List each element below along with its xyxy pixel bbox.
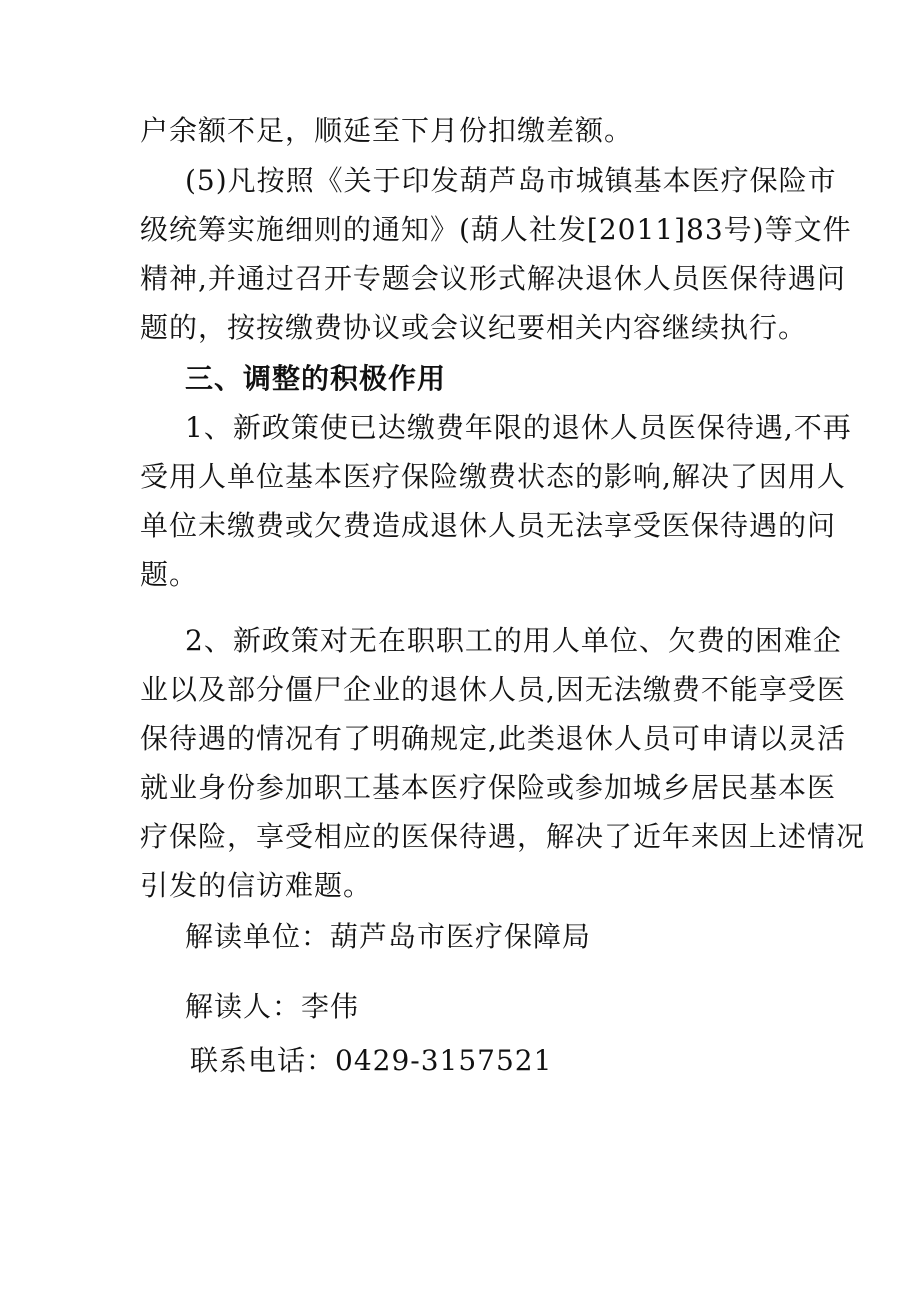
paragraph-line: 疗保险，享受相应的医保待遇，解决了近年来因上述情况	[140, 820, 866, 853]
paragraph-line: 题。	[140, 558, 199, 591]
paragraph-line: 引发的信访难题。	[140, 869, 373, 902]
paragraph-line: (5)凡按照《关于印发葫芦岛市城镇基本医疗保险市	[185, 164, 837, 197]
paragraph-line: 单位未缴费或欠费造成退休人员无法享受医保待遇的问	[140, 509, 837, 542]
paragraph-line: 就业身份参加职工基本医疗保险或参加城乡居民基本医	[140, 771, 837, 804]
paragraph-line: 精神,并通过召开专题会议形式解决退休人员医保待遇问	[140, 262, 846, 295]
paragraph-line: 级统筹实施细则的通知》(葫人社发[2011]83号)等文件	[140, 213, 852, 246]
paragraph-line: 1、新政策使已达缴费年限的退休人员医保待遇,不再	[185, 411, 852, 444]
paragraph-line: 题的，按按缴费协议或会议纪要相关内容继续执行。	[140, 311, 808, 344]
paragraph-line: 户余额不足，顺延至下月份扣缴差额。	[140, 114, 634, 147]
paragraph-line: 业以及部分僵尸企业的退休人员,因无法缴费不能享受医	[140, 673, 846, 706]
paragraph-line: 受用人单位基本医疗保险缴费状态的影响,解决了因用人	[140, 460, 846, 493]
interpreting-unit: 解读单位：葫芦岛市医疗保障局	[185, 920, 592, 953]
paragraph-line: 保待遇的情况有了明确规定,此类退休人员可申请以灵活	[140, 722, 846, 755]
paragraph-line: 2、新政策对无在职职工的用人单位、欠费的困难企	[185, 624, 842, 657]
section-heading: 三、调整的积极作用	[185, 362, 447, 395]
contact-phone: 联系电话：0429-3157521	[190, 1044, 553, 1077]
interpreter-name: 解读人：李伟	[185, 990, 360, 1023]
